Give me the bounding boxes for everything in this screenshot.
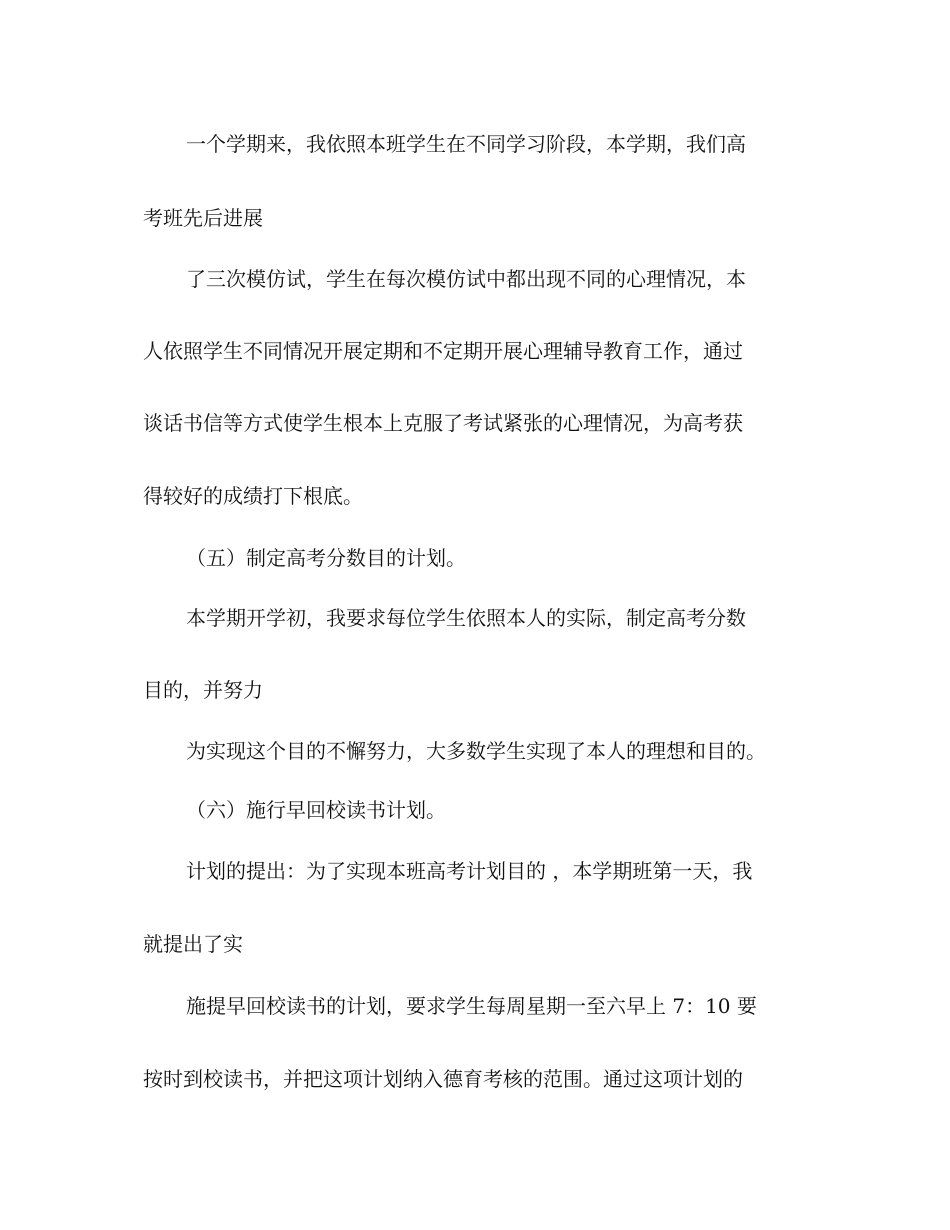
paragraph-line: 计划的提出：为了实现本班高考计划目的 ，本学期班第一天，我: [186, 859, 753, 883]
paragraph-line: 得较好的成绩打下根底。: [143, 484, 363, 508]
paragraph-line: 一个学期来，我依照本班学生在不同学习阶段，本学期，我们高: [186, 132, 746, 156]
section-heading-5: （五）制定高考分数目的计划。: [186, 546, 466, 570]
paragraph-line: 为实现这个目的不懈努力，大多数学生实现了本人的理想和目的。: [186, 739, 766, 763]
paragraph-line: 人依照学生不同情况开展定期和不定期开展心理辅导教育工作，通过: [143, 339, 743, 363]
paragraph-line: 考班先后进展: [143, 206, 263, 230]
paragraph-line: 了三次模仿试，学生在每次模仿试中都出现不同的心理情况，本: [186, 267, 746, 291]
paragraph-line: 就提出了实: [143, 932, 243, 956]
paragraph-line: 按时到校读书，并把这项计划纳入德育考核的范围。通过这项计划的: [143, 1067, 743, 1091]
paragraph-line: 谈话书信等方式使学生根本上克服了考试紧张的心理情况，为高考获: [143, 411, 743, 435]
paragraph-line: 目的，并努力: [143, 678, 263, 702]
paragraph-line: 本学期开学初，我要求每位学生依照本人的实际，制定高考分数: [186, 606, 746, 630]
section-heading-6: （六）施行早回校读书计划。: [186, 798, 446, 822]
paragraph-line: 施提早回校读书的计划，要求学生每周星期一至六早上 7：10 要: [186, 994, 757, 1018]
